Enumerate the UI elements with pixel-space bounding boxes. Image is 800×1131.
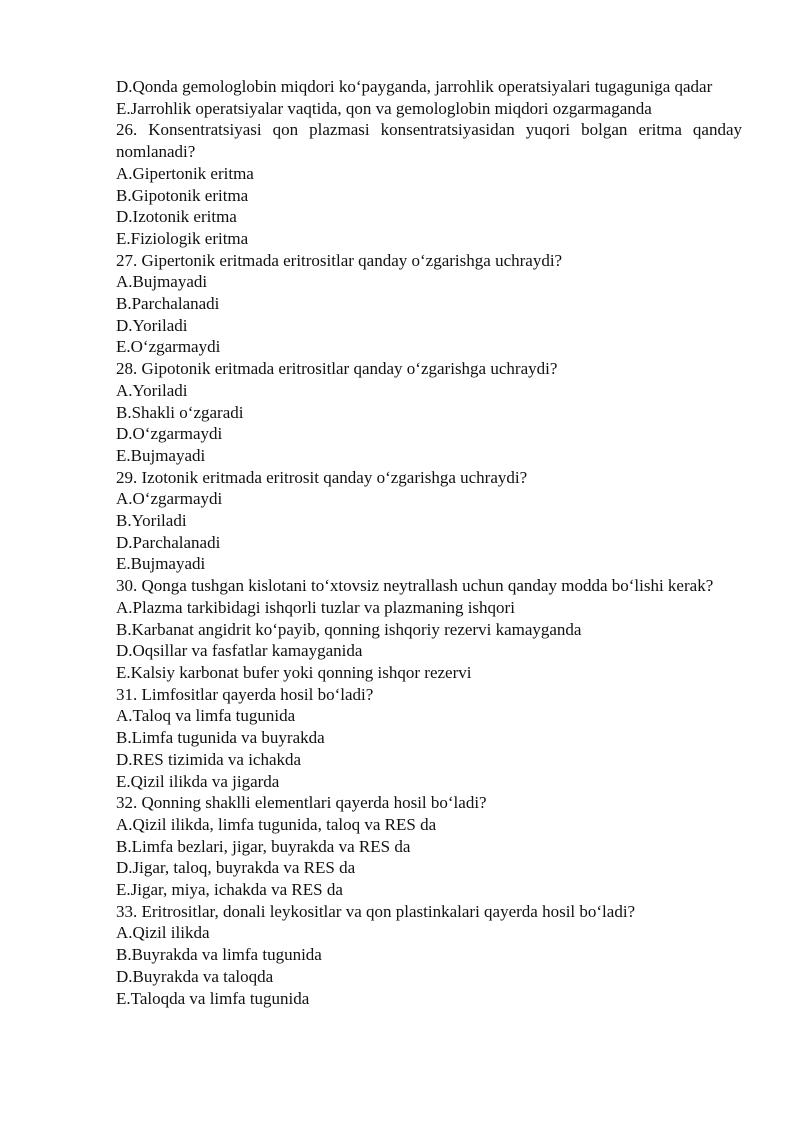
question-text: 29. Izotonik eritmada eritrosit qanday o‘zgarishga uchraydi? (116, 467, 528, 487)
text-line: A.Yoriladi (116, 380, 188, 400)
text-line: D.Jigar, taloq, buyrakda va RES da (116, 858, 356, 878)
text-line: E.Qizil ilikda va jigarda (116, 771, 280, 791)
text-line: B.Limfa tugunida va buyrakda (116, 728, 325, 748)
text-line: E.Jigar, miya, ichakda va RES da (116, 880, 343, 900)
text-line: D.Yoriladi (116, 315, 188, 335)
text-line: B.Buyrakda va limfa tugunida (116, 945, 322, 965)
text-line: D.Parchalanadi (116, 532, 221, 552)
text-line: E.O‘zgarmaydi (116, 337, 221, 357)
text-line: E.Taloqda va limfa tugunida (116, 988, 310, 1008)
question-text: 26. Konsentratsiyasi qon plazmasi konsentratsiyasidan yuqori bolgan eritma qanday nomlanadi? (116, 120, 742, 162)
text-line: B.Shakli o‘zgaradi (116, 402, 244, 422)
text-line: A.Taloq va limfa tugunida (116, 706, 296, 726)
question-text: 27. Gipertonik eritmada eritrositlar qanday o‘zgarishga uchraydi? (116, 250, 563, 270)
text-line: A.Bujmayadi (116, 272, 208, 292)
text-line: A.Gipertonik eritma (116, 163, 254, 183)
question-text: 30. Qonga tushgan kislotani to‘xtovsiz neytrallash uchun qanday modda bo‘lishi kerak? (116, 576, 714, 596)
question-text: 31. Limfositlar qayerda hosil bo‘ladi? (116, 684, 374, 704)
text-line: A.Qizil ilikda (116, 923, 210, 943)
text-line: B.Yoriladi (116, 511, 187, 531)
text-line: D.Buyrakda va taloqda (116, 966, 274, 986)
question-text: 28. Gipotonik eritmada eritrositlar qanday o‘zgarishga uchraydi? (116, 359, 558, 379)
text-line: D.RES tizimida va ichakda (116, 749, 302, 769)
question-text: 32. Qonning shaklli elementlari qayerda hosil bo‘ladi? (116, 793, 487, 813)
text-line: D.O‘zgarmaydi (116, 424, 223, 444)
text-line: D.Oqsillar va fasfatlar kamayganida (116, 641, 363, 661)
text-line: E.Fiziologik eritma (116, 228, 249, 248)
text-line: A.Plazma tarkibidagi ishqorli tuzlar va plazmaning ishqori (116, 597, 515, 617)
text-line: E.Bujmayadi (116, 445, 206, 465)
text-line: E.Jarrohlik operatsiyalar vaqtida, qon va gemologlobin miqdori ozgarmaganda (116, 98, 652, 118)
question-text: 33. Eritrositlar, donali leykositlar va qon plastinkalari qayerda hosil bo‘ladi? (116, 901, 636, 921)
text-line: D.Izotonik eritma (116, 207, 237, 227)
document-page (116, 76, 742, 1009)
text-line: A.O‘zgarmaydi (116, 489, 223, 509)
text-line: B.Parchalanadi (116, 294, 220, 314)
text-line: E.Bujmayadi (116, 554, 206, 574)
text-line: E.Kalsiy karbonat bufer yoki qonning ishqor rezervi (116, 662, 472, 682)
text-line: A.Qizil ilikda, limfa tugunida, taloq va RES da (116, 814, 437, 834)
text-line: B.Gipotonik eritma (116, 185, 249, 205)
text-line: B.Karbanat angidrit ko‘payib, qonning ishqoriy rezervi kamayganda (116, 619, 582, 639)
text-line: B.Limfa bezlari, jigar, buyrakda va RES da (116, 836, 411, 856)
text-line: D.Qonda gemologlobin miqdori ko‘payganda, jarrohlik operatsiyalari tugaguniga qadar (116, 77, 713, 96)
